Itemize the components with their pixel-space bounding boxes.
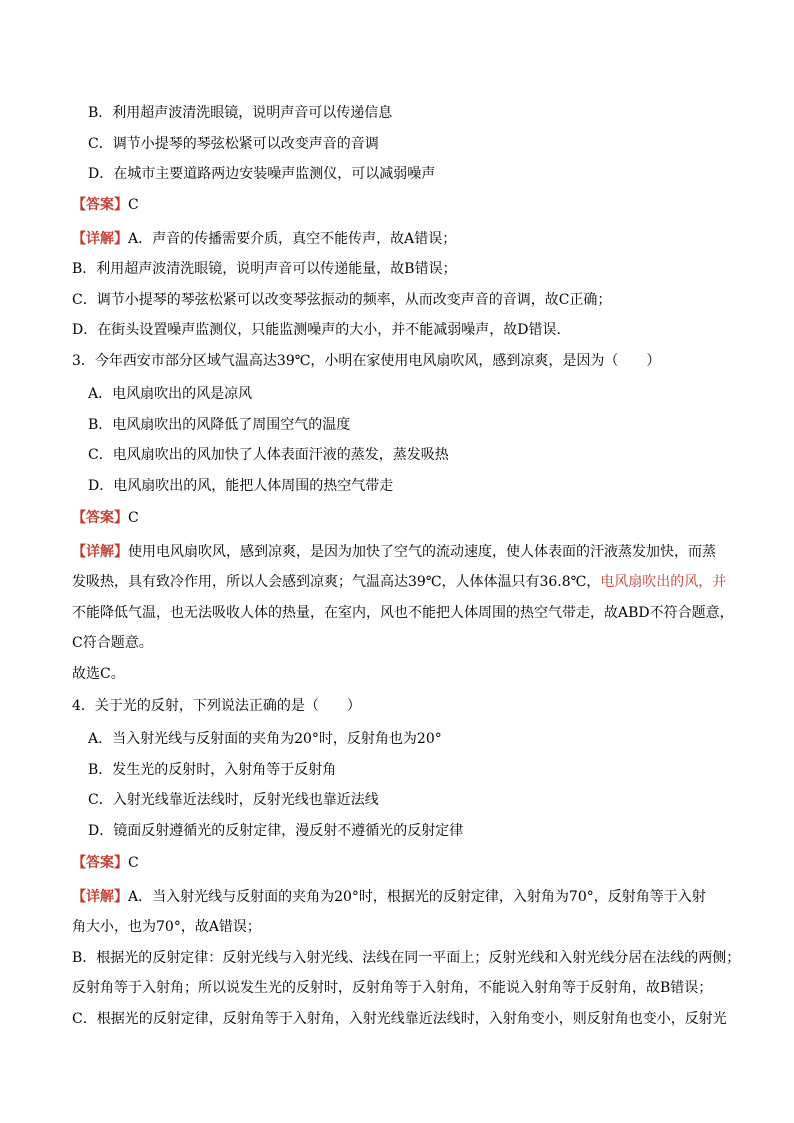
- q4-stem: 4．关于光的反射，下列说法正确的是（ ）: [72, 698, 361, 714]
- q4-answer: [72, 848, 722, 878]
- answer-value: C: [128, 855, 139, 871]
- detail-tag: 【详解】: [72, 544, 128, 560]
- answer-tag: 【答案】: [72, 855, 128, 871]
- q3-detail-line-4: C符合题意。: [72, 635, 153, 651]
- detail-tag: 【详解】: [72, 889, 128, 905]
- q2-detail-b: B．利用超声波清洗眼镜，说明声音可以传递能量，故B错误；: [72, 261, 457, 277]
- answer-value: C: [128, 510, 139, 526]
- answer-value: C: [128, 197, 139, 213]
- q2-answer: [72, 190, 722, 220]
- q3-detail-line-1: [72, 537, 722, 567]
- q3-answer: [72, 503, 722, 533]
- detail-text: A．声音的传播需要介质，真空不能传声，故A错误；: [128, 231, 457, 247]
- answer-tag: 【答案】: [72, 197, 128, 213]
- q3-option-c: C．电风扇吹出的风加快了人体表面汗液的蒸发，蒸发吸热: [88, 447, 449, 463]
- q2-option-c: C．调节小提琴的琴弦松紧可以改变声音的音调: [88, 136, 379, 152]
- detail-text: 发吸热，具有致冷作用，所以人会感到凉爽；气温高达39℃，人体体温只有36.8℃，: [72, 574, 601, 590]
- q4-option-d: D．镜面反射遵循光的反射定律，漫反射不遵循光的反射定律: [88, 823, 464, 839]
- q3-conclusion: 故选C。: [72, 666, 125, 682]
- q2-option-b: B．利用超声波清洗眼镜，说明声音可以传递信息: [88, 105, 393, 121]
- q4-detail-a-line-1: [72, 882, 722, 912]
- detail-tag: 【详解】: [72, 231, 128, 247]
- q4-detail-c-line-1: C．根据光的反射定律，反射角等于入射角，入射光线靠近法线时，入射角变小，则反射角也变小，反射光: [72, 1011, 727, 1027]
- q2-detail-d: D．在街头设置噪声监测仪，只能监测噪声的大小，并不能减弱噪声，故D错误．: [72, 322, 571, 338]
- detail-text-highlight: 电风扇吹出的风，并: [600, 574, 727, 590]
- q4-detail-b-line-2: 反射角等于入射角；所以说发生光的反射时，反射角等于入射角，不能说入射角等于反射角，故B错误；: [72, 980, 713, 996]
- q2-detail-c: C．调节小提琴的琴弦松紧可以改变琴弦振动的频率，从而改变声音的音调，故C正确；: [72, 292, 612, 308]
- answer-tag: 【答案】: [72, 510, 128, 526]
- detail-text: A．当入射光线与反射面的夹角为20°时，根据光的反射定律，入射角为70°，反射角等于入射: [128, 889, 706, 905]
- q4-option-a: A．当入射光线与反射面的夹角为20°时，反射角也为20°: [88, 731, 442, 747]
- q4-option-c: C．入射光线靠近法线时，反射光线也靠近法线: [88, 792, 379, 808]
- q4-detail-a-line-2: 角大小，也为70°，故A错误；: [72, 919, 261, 935]
- q3-detail-line-2: [72, 567, 727, 597]
- q3-option-b: B．电风扇吹出的风降低了周围空气的温度: [88, 417, 351, 433]
- q2-detail-a: [72, 224, 722, 254]
- q3-detail-line-3: 不能降低气温，也无法吸收人体的热量，在室内，风也不能把人体周围的热空气带走，故ABD不符合题意，: [72, 605, 734, 621]
- q3-option-a: A．电风扇吹出的风是凉风: [88, 386, 253, 402]
- q2-option-d: D．在城市主要道路两边安装噪声监测仪，可以减弱噪声: [88, 166, 436, 182]
- q4-detail-b-line-1: B．根据光的反射定律：反射光线与入射光线、法线在同一平面上；反射光线和入射光线分居在法线的两侧；: [72, 950, 741, 966]
- q3-option-d: D．电风扇吹出的风，能把人体周围的热空气带走: [88, 478, 394, 494]
- q3-stem: 3．今年西安市部分区域气温高达39℃，小明在家使用电风扇吹风，感到凉爽，是因为（ ）: [72, 353, 661, 369]
- q4-option-b: B．发生光的反射时，入射角等于反射角: [88, 762, 337, 778]
- detail-text: 使用电风扇吹风，感到凉爽，是因为加快了空气的流动速度，使人体表面的汗液蒸发加快，而蒸: [128, 544, 716, 560]
